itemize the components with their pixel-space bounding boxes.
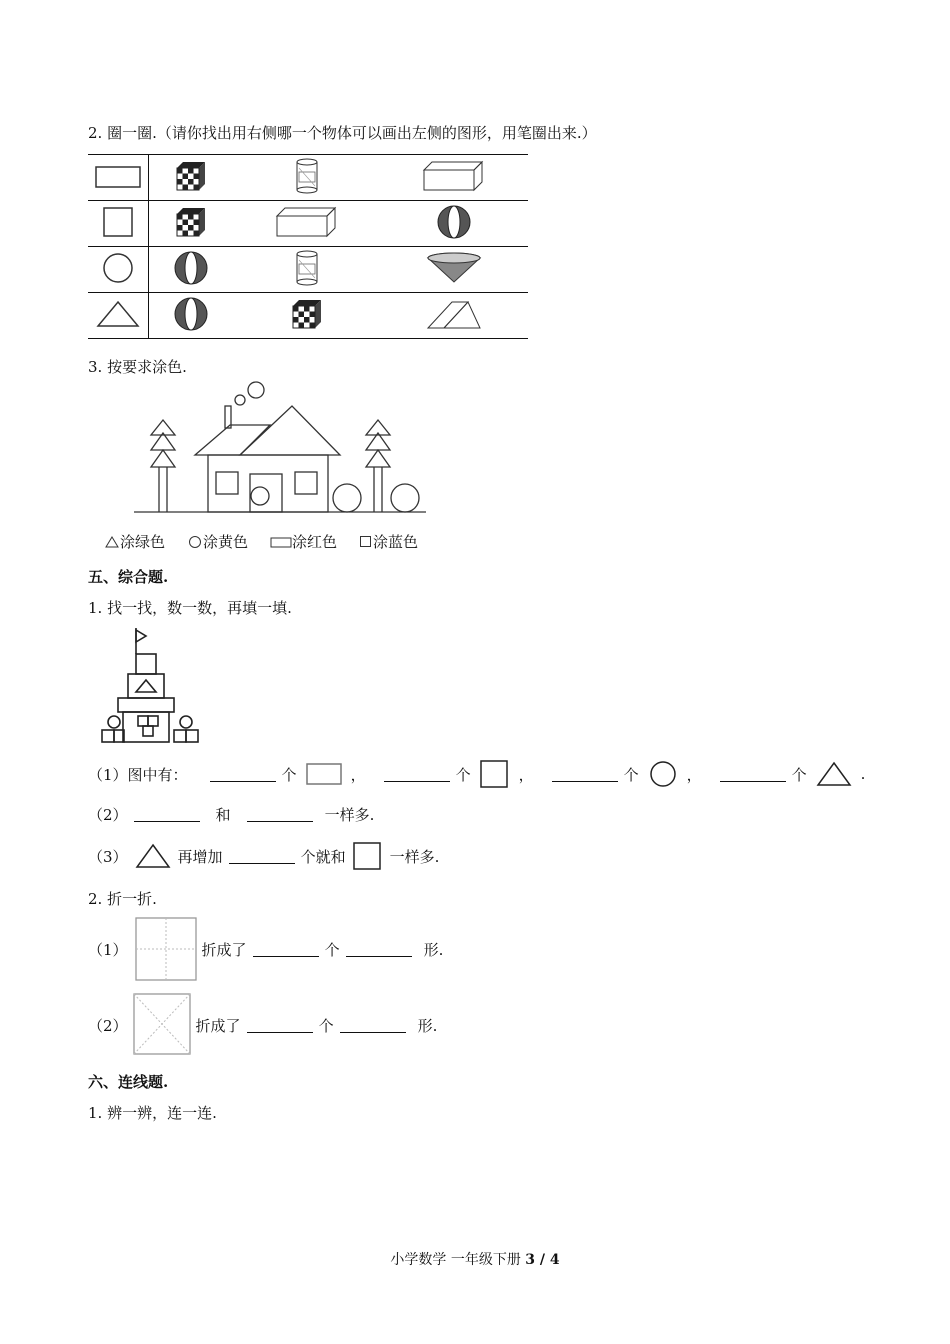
smoke-circle <box>248 382 264 398</box>
castle-square <box>143 726 153 736</box>
table-row <box>88 247 528 293</box>
answer-blank[interactable] <box>253 942 319 957</box>
checkered-cube-icon[interactable] <box>171 158 211 194</box>
shape-text: 形. <box>423 940 444 959</box>
castle-square <box>174 730 186 742</box>
s5-q2-part1 <box>88 916 443 982</box>
castle-drawing <box>98 626 202 744</box>
box-icon[interactable] <box>419 158 489 194</box>
s5-q2-title: 2. 折一折. <box>88 890 157 908</box>
s5-q1-line1 <box>88 758 865 790</box>
rectangle-icon <box>93 161 143 191</box>
line2-prefix: （2） <box>88 806 128 824</box>
bush-circle <box>251 487 269 505</box>
footer-text: 小学数学 一年级下册 <box>390 1252 526 1268</box>
castle-square <box>148 716 158 726</box>
window-square <box>216 472 238 494</box>
ball-icon[interactable] <box>171 249 211 287</box>
folded-rectangle-paper <box>134 916 200 982</box>
section5-heading: 五、综合题. <box>88 568 169 586</box>
same-text: 一样多. <box>324 806 375 824</box>
period: . <box>860 765 866 783</box>
square-icon <box>359 535 373 549</box>
square-icon <box>98 204 138 240</box>
triangle-icon <box>93 296 143 332</box>
legend-yellow: 涂黄色 <box>203 533 249 551</box>
section6-heading: 六、连线题. <box>88 1073 169 1091</box>
answer-blank[interactable] <box>552 767 618 782</box>
window-square <box>295 472 317 494</box>
flag-triangle <box>136 630 146 642</box>
house-body <box>208 455 328 512</box>
bush-circle <box>391 484 419 512</box>
triangular-prism-icon[interactable] <box>424 296 484 332</box>
line3-prefix: （3） <box>88 847 128 866</box>
bush-circle <box>333 484 361 512</box>
roof-left <box>195 425 270 455</box>
unit-ge: 个 <box>791 765 807 784</box>
legend-blue: 涂蓝色 <box>373 533 419 551</box>
rectangle-icon <box>301 760 347 788</box>
castle-square <box>136 654 156 674</box>
square-icon <box>350 840 386 872</box>
shape-object-table <box>88 154 528 339</box>
table-row <box>88 155 528 201</box>
legend-green: 涂绿色 <box>120 533 166 551</box>
circle-icon <box>98 250 138 286</box>
rectangle-icon <box>270 535 292 549</box>
checkered-cube-icon[interactable] <box>287 296 327 332</box>
answer-blank[interactable] <box>247 807 313 822</box>
unit-ge: 个 <box>324 940 340 959</box>
table-row <box>88 201 528 247</box>
castle-triangle <box>136 680 156 692</box>
triangle-icon <box>132 841 174 871</box>
answer-blank[interactable] <box>229 849 295 864</box>
castle-square <box>102 730 114 742</box>
tea-can-icon[interactable] <box>287 248 327 288</box>
add-more-text: 再增加 <box>177 847 223 866</box>
tea-can-icon[interactable] <box>287 156 327 196</box>
comma: ， <box>350 765 366 784</box>
circle-icon <box>187 535 203 549</box>
and-text: 和 <box>215 806 231 824</box>
shape-text: 形. <box>417 1016 438 1035</box>
checkered-cube-icon[interactable] <box>171 204 211 240</box>
square-icon <box>475 758 515 790</box>
same-text: 一样多. <box>389 847 440 866</box>
s5-q1-title: 1. 找一找，数一数，再填一填. <box>88 599 292 617</box>
part1-prefix: （1） <box>88 940 128 959</box>
table-row <box>88 293 528 339</box>
house-drawing <box>130 380 430 520</box>
ball-icon[interactable] <box>171 295 211 333</box>
comma: ， <box>686 765 702 784</box>
smoke-circle <box>235 395 245 405</box>
answer-blank[interactable] <box>210 767 276 782</box>
castle-square <box>138 716 148 726</box>
answer-blank[interactable] <box>340 1018 406 1033</box>
unit-ge: 个 <box>623 765 639 784</box>
legend-red: 涂红色 <box>292 533 338 551</box>
s5-q1-line2 <box>88 804 374 825</box>
roof-right <box>240 406 340 455</box>
s5-q1-line3 <box>88 840 439 872</box>
q3-title: 3. 按要求涂色. <box>88 358 187 376</box>
part2-prefix: （2） <box>88 1016 128 1035</box>
answer-blank[interactable] <box>384 767 450 782</box>
triangle-icon <box>811 759 857 789</box>
box-icon[interactable] <box>272 204 342 240</box>
folded-square-paper <box>132 992 194 1058</box>
unit-ge: 个 <box>281 765 297 784</box>
answer-blank[interactable] <box>247 1018 313 1033</box>
comma: ， <box>518 765 534 784</box>
then-text: 个就和 <box>300 847 346 866</box>
folded-text: 折成了 <box>195 1016 241 1035</box>
q2-title: 2. 圈一圈.（请你找出用右侧哪一个物体可以画出左侧的图形，用笔圈出来.） <box>88 124 597 142</box>
castle-square <box>186 730 198 742</box>
circle-icon <box>643 758 683 790</box>
castle-circle <box>108 716 120 728</box>
ball-icon[interactable] <box>434 203 474 241</box>
unit-ge: 个 <box>318 1016 334 1035</box>
line1-prefix: （1）图中有： <box>88 765 188 784</box>
color-legend <box>104 531 418 552</box>
cone-icon[interactable] <box>424 250 484 286</box>
page-footer <box>0 1249 950 1269</box>
castle-rectangle <box>128 674 164 698</box>
door-rectangle <box>250 474 282 512</box>
s6-q1-title: 1. 辨一辨，连一连. <box>88 1104 217 1122</box>
folded-text: 折成了 <box>201 940 247 959</box>
castle-circle <box>180 716 192 728</box>
s5-q2-part2 <box>88 992 437 1058</box>
castle-rectangle <box>118 698 174 712</box>
unit-ge: 个 <box>455 765 471 784</box>
answer-blank[interactable] <box>346 942 412 957</box>
answer-blank[interactable] <box>720 767 786 782</box>
triangle-icon <box>104 535 120 549</box>
page-number: 3 / 4 <box>525 1252 560 1268</box>
answer-blank[interactable] <box>134 807 200 822</box>
